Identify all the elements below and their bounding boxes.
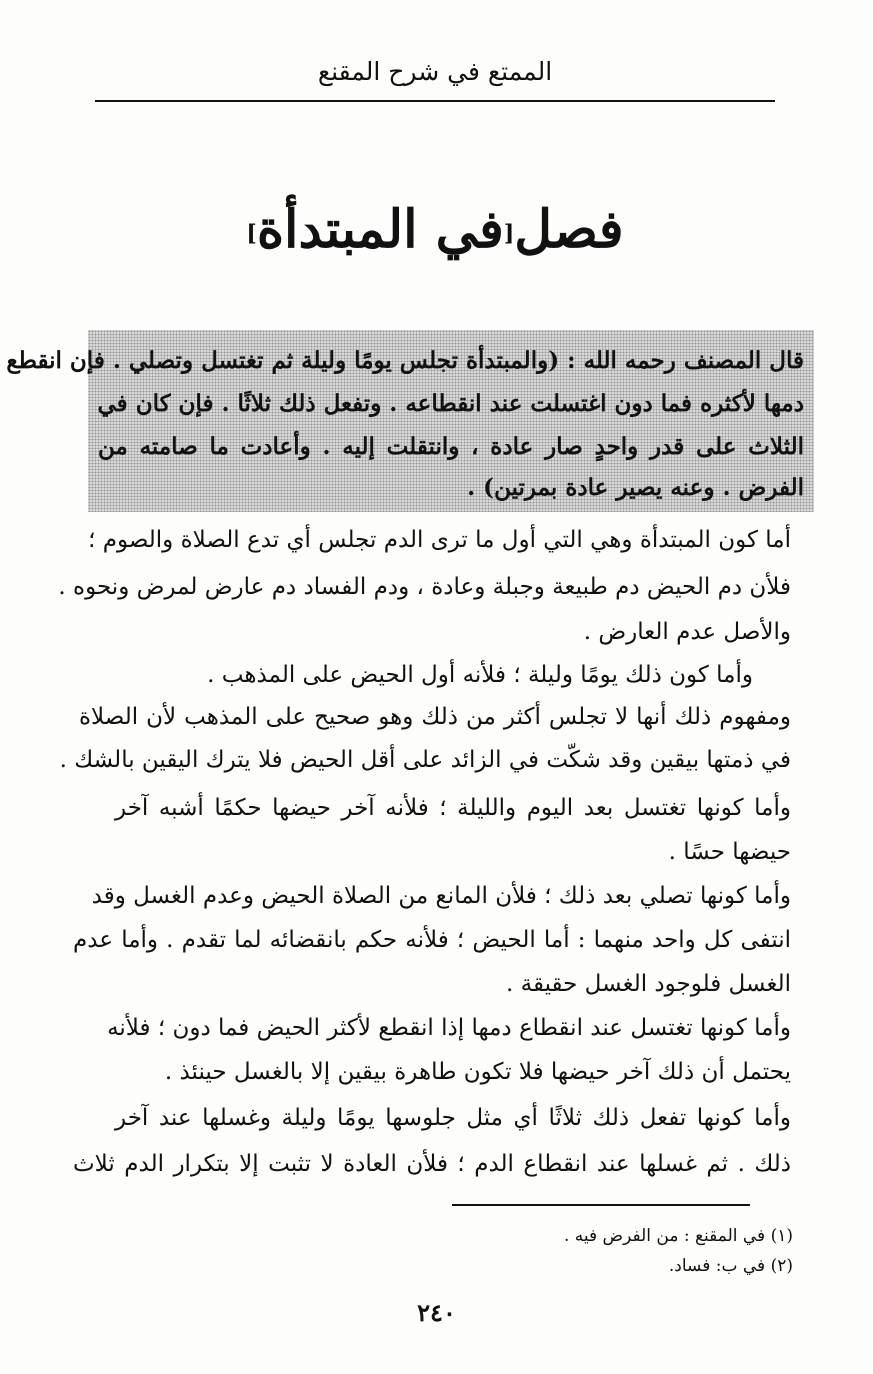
body-line-14: وأما كونها تفعل ذلك ثلاثًا أي مثل جلوسها يومًا وليلة وغسلها عند آخر <box>115 1105 791 1131</box>
body-line-1: أما كون المبتدأة وهي التي أول ما ترى الدم تجلس أي تدع الصلاة والصوم ؛ <box>88 527 791 553</box>
matn-line-1: قال المصنف رحمه الله : (والمبتدأة تجلس يومًا وليلة ثم تغتسل وتصلي . فإن انقطع <box>6 347 804 374</box>
chapter-title: فصل[في المبتدأة] <box>246 199 624 260</box>
body-line-3: والأصل عدم العارض . <box>583 619 791 645</box>
body-line-5: ومفهوم ذلك أنها لا تجلس أكثر من ذلك وهو صحيح على المذهب لأن الصلاة <box>79 704 791 730</box>
body-line-6: في ذمتها بيقين وقد شكّت في الزائد على أقل الحيض فلا يترك اليقين بالشك . <box>59 747 791 773</box>
body-line-7: وأما كونها تغتسل بعد اليوم والليلة ؛ فلأنه آخر حيضها حكمًا أشبه آخر <box>115 795 791 821</box>
matn-line-2: دمها لأكثره فما دون اغتسلت عند انقطاعه . وتفعل ذلك ثلاثًا . فإن كان في <box>97 390 804 417</box>
matn-line-4: الفرض . وعنه يصير عادة بمرتين) . <box>467 474 804 501</box>
body-line-13: يحتمل أن ذلك آخر حيضها فلا تكون طاهرة بيقين إلا بالغسل حينئذ . <box>164 1059 791 1085</box>
body-line-8: حيضها حسًا . <box>668 839 791 865</box>
body-line-11: الغسل فلوجود الغسل حقيقة . <box>505 971 791 997</box>
chapter-title-bracketed: في المبتدأة <box>256 199 504 260</box>
body-line-12: وأما كونها تغتسل عند انقطاع دمها إذا انقطع لأكثر الحيض فما دون ؛ فلأنه <box>107 1015 791 1041</box>
matn-line-3: الثلاث على قدر واحدٍ صار عادة ، وانتقلت إليه . وأعادت ما صامته من <box>98 433 804 460</box>
matn-shaded-box <box>6 330 814 512</box>
body-line-4: وأما كون ذلك يومًا وليلة ؛ فلأنه أول الحيض على المذهب . <box>207 662 753 688</box>
body-line-10: انتفى كل واحد منهما : أما الحيض ؛ فلأنه حكم بانقضائه لما تقدم . وأما عدم <box>73 927 791 953</box>
body-line-9: وأما كونها تصلي بعد ذلك ؛ فلأن المانع من الصلاة الحيض وعدم الغسل وقد <box>91 883 791 909</box>
body-line-15: ذلك . ثم غسلها عند انقطاع الدم ؛ فلأن العادة لا تثبت إلا بتكرار الدم ثلاث <box>73 1151 791 1177</box>
header-rule <box>95 100 775 102</box>
chapter-title-main: فصل <box>514 199 624 260</box>
footnote-rule <box>452 1204 750 1206</box>
running-head: الممتع في شرح المقنع <box>317 57 553 86</box>
body-line-2: فلأن دم الحيض دم طبيعة وجبلة وعادة ، ودم الفساد دم عارض لمرض ونحوه . <box>58 574 791 600</box>
footnote-2: (٢) في ب: فساد. <box>668 1256 793 1276</box>
footnote-1: (١) في المقنع : من الفرض فيه . <box>563 1226 793 1246</box>
page-number: ٢٤٠ <box>417 1298 456 1327</box>
